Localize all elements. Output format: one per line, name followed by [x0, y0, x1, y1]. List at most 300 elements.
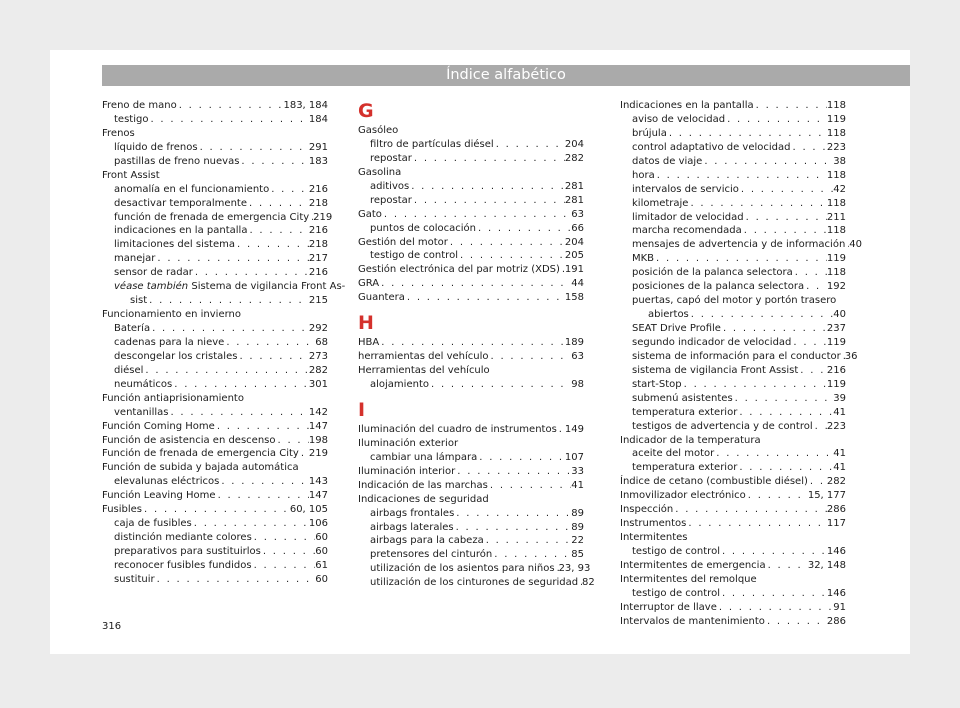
entry-page-ref: 66 — [571, 222, 584, 234]
dot-leader — [299, 447, 309, 461]
index-column-2 — [358, 99, 595, 590]
entry-term: testigo — [114, 113, 149, 125]
dot-leader — [477, 451, 565, 465]
index-entry — [358, 437, 584, 451]
dot-leader — [739, 183, 833, 197]
entry-page-ref: 149 — [564, 423, 584, 435]
entry-page-ref: 218 — [308, 197, 328, 209]
dot-leader — [147, 294, 309, 308]
dot-leader — [798, 364, 827, 378]
index-entry — [620, 615, 846, 629]
index-entry — [620, 559, 846, 573]
entry-term: marcha recomendada — [632, 225, 742, 237]
entry-page-ref: 107 — [564, 451, 584, 463]
entry-term: segundo indicador de velocidad — [632, 336, 792, 348]
dot-leader — [688, 197, 826, 211]
index-entry — [358, 534, 584, 548]
entry-term: testigo de control — [370, 250, 458, 262]
index-entry — [358, 451, 584, 465]
entry-term: Iluminación interior — [358, 465, 456, 477]
index-entry — [620, 224, 846, 238]
entry-term: Sistema de vigilancia Front As- — [191, 281, 346, 293]
index-entry — [358, 521, 584, 535]
entry-term: sustituir — [114, 573, 155, 585]
index-entry — [102, 155, 328, 169]
dot-leader — [216, 489, 309, 503]
index-entry — [102, 266, 328, 280]
entry-page-ref: 282 — [564, 152, 584, 164]
dot-leader — [667, 127, 827, 141]
entry-page-ref: 117 — [826, 518, 846, 530]
entry-term: Iluminación exterior — [358, 437, 459, 449]
entry-page-ref: 118 — [826, 127, 846, 139]
entry-page-ref: 36 — [844, 350, 858, 362]
entry-page-ref: 119 — [826, 336, 846, 348]
index-entry — [102, 211, 333, 225]
entry-term: Indicación de las marchas — [358, 479, 488, 491]
dot-leader — [742, 224, 827, 238]
index-entry — [358, 548, 584, 562]
entry-page-ref: 273 — [308, 350, 328, 362]
entry-term: airbags laterales — [370, 521, 454, 533]
index-entry — [102, 489, 328, 503]
index-entry — [620, 573, 846, 587]
dot-leader — [379, 336, 565, 350]
section-letter: G — [358, 100, 374, 122]
index-entry — [102, 378, 328, 392]
entry-term: Freno de mano — [102, 100, 177, 111]
entry-term: Instrumentos — [620, 518, 687, 530]
section-letter: H — [358, 312, 374, 335]
dot-leader — [379, 277, 571, 291]
entry-term: diésel — [114, 364, 144, 376]
entry-term: mensajes de advertencia y de información — [632, 239, 846, 251]
dot-leader — [754, 99, 827, 113]
entry-page-ref: 118 — [826, 267, 846, 279]
entry-term: sistema de información para el conductor — [632, 350, 841, 362]
index-entry — [358, 364, 584, 378]
dot-leader — [409, 180, 565, 194]
entry-term: sistema de vigilancia Front Assist — [632, 364, 799, 376]
index-entry — [102, 280, 346, 294]
entry-page-ref: 192 — [826, 281, 846, 293]
dot-leader — [720, 545, 827, 559]
index-entry — [358, 350, 584, 364]
dot-leader — [492, 548, 571, 562]
entry-page-ref: 89 — [571, 507, 584, 519]
entry-term: datos de viaje — [632, 155, 703, 167]
page-header: Índice alfabético — [102, 65, 910, 86]
index-entry — [102, 364, 328, 378]
dot-leader — [192, 517, 309, 531]
index-entry — [102, 503, 328, 517]
entry-page-ref: 61 — [315, 559, 328, 571]
index-entry — [102, 141, 328, 155]
entry-term: Gestión del motor — [358, 236, 448, 248]
index-entry — [620, 113, 846, 127]
dot-leader — [717, 601, 833, 615]
entry-page-ref: 216 — [308, 225, 328, 237]
index-entry — [102, 252, 328, 266]
index-entry — [620, 601, 846, 615]
dot-leader — [269, 183, 309, 197]
entry-page-ref: 32, 148 — [807, 559, 846, 571]
dot-leader — [744, 211, 827, 225]
entry-term: anomalía en el funcionamiento — [114, 183, 270, 195]
entry-term: desactivar temporalmente — [114, 197, 247, 209]
index-entry — [102, 238, 328, 252]
index-entry — [102, 336, 328, 350]
entry-page-ref: 63 — [571, 351, 584, 363]
entry-term: airbags para la cabeza — [370, 535, 484, 547]
dot-leader — [215, 420, 309, 434]
entry-page-ref: 301 — [308, 378, 328, 390]
entry-page-ref: 91 — [833, 601, 846, 613]
dot-leader — [702, 155, 833, 169]
index-entry — [102, 517, 328, 531]
entry-term: Función Coming Home — [102, 420, 215, 432]
entry-term: Indicador de la temperatura — [620, 434, 761, 446]
index-entry — [358, 208, 584, 222]
entry-page-ref: 41 — [833, 406, 846, 418]
dot-leader — [766, 559, 808, 573]
index-entry — [102, 420, 328, 434]
entry-page-ref: 183, 184 — [283, 100, 328, 111]
index-entry — [620, 350, 858, 364]
entry-term: función de frenada de emergencia City — [114, 211, 310, 223]
entry-page-ref: 22 — [571, 535, 584, 547]
dot-leader — [720, 587, 827, 601]
dot-leader — [813, 420, 827, 434]
entry-term: posiciones de la palanca selectora — [632, 281, 805, 293]
entry-page-ref: 281 — [564, 180, 584, 192]
entry-page-ref: 118 — [826, 225, 846, 237]
entry-page-ref: 60 — [315, 532, 328, 544]
index-entry — [620, 434, 846, 448]
entry-term: alojamiento — [370, 379, 429, 390]
entry-page-ref: 143 — [308, 476, 328, 488]
index-entry — [620, 155, 846, 169]
entry-term: Inspección — [620, 504, 674, 516]
entry-page-ref: 147 — [308, 420, 328, 432]
entry-page-ref: 189 — [564, 337, 584, 349]
entry-page-ref: 98 — [571, 379, 584, 390]
entry-page-ref: 216 — [308, 183, 328, 195]
entry-term: filtro de partículas diésel — [370, 138, 494, 150]
index-entry — [620, 127, 846, 141]
index-entry — [620, 545, 846, 559]
entry-page-ref: 216 — [308, 267, 328, 279]
entry-term: Indicaciones de seguridad — [358, 493, 489, 505]
entry-term: aviso de velocidad — [632, 113, 726, 125]
entry-page-ref: 60 — [315, 573, 328, 585]
index-entry — [358, 291, 584, 305]
entry-page-ref: 15, 177 — [807, 490, 846, 502]
index-entry — [620, 531, 846, 545]
dot-leader — [247, 224, 308, 238]
entry-page-ref: 118 — [826, 197, 846, 209]
dot-leader — [261, 545, 315, 559]
dot-leader — [686, 517, 827, 531]
dot-leader — [733, 392, 834, 406]
page-number: 316 — [102, 621, 122, 632]
dot-leader — [252, 559, 316, 573]
index-entry — [358, 236, 584, 250]
entry-page-ref: 89 — [571, 521, 584, 533]
dot-leader — [177, 99, 284, 113]
index-entry — [102, 545, 328, 559]
entry-page-ref: 142 — [308, 406, 328, 418]
dot-leader — [198, 141, 309, 155]
entry-page-ref: 119 — [826, 113, 846, 125]
index-entry — [102, 224, 328, 238]
index-entry — [620, 308, 846, 322]
dot-leader — [725, 113, 827, 127]
entry-page-ref: 215 — [308, 295, 328, 307]
entry-term: Función de asistencia en descenso — [102, 434, 276, 446]
entry-term: airbags frontales — [370, 507, 455, 519]
entry-page-ref: 82 — [582, 577, 595, 589]
entry-term: Intermitentes de emergencia — [620, 559, 766, 571]
entry-term: Fusibles — [102, 504, 143, 516]
entry-page-ref: 60 — [315, 546, 328, 557]
entry-page-ref: 184 — [308, 113, 328, 125]
entry-page-ref: 63 — [571, 208, 584, 220]
dot-leader — [150, 322, 309, 336]
entry-page-ref: 146 — [826, 587, 846, 599]
index-entry — [358, 249, 584, 263]
entry-page-ref: 85 — [571, 549, 584, 561]
entry-page-ref: 40 — [849, 239, 863, 251]
index-entry — [102, 197, 328, 211]
index-column-1 — [102, 99, 346, 587]
entry-page-ref: 286 — [826, 615, 846, 627]
index-entry — [620, 364, 846, 378]
entry-page-ref: 205 — [564, 250, 584, 262]
dot-leader — [791, 336, 827, 350]
entry-term: utilización de los asientos para niños — [370, 563, 555, 575]
entry-term: distinción mediante colores — [114, 532, 252, 544]
entry-term: Batería — [114, 323, 151, 334]
entry-term: HBA — [358, 337, 380, 349]
index-entry — [620, 294, 846, 308]
index-entry — [102, 406, 328, 420]
entry-page-ref: 42 — [833, 183, 846, 195]
dot-leader — [237, 350, 308, 364]
entry-page-ref: 33 — [571, 465, 584, 477]
entry-term: kilometraje — [632, 197, 689, 209]
index-entry — [620, 238, 863, 252]
dot-leader — [412, 194, 565, 208]
dot-leader — [484, 534, 572, 548]
entry-page-ref: 216 — [826, 364, 846, 376]
index-entry — [620, 489, 846, 503]
dot-leader — [448, 236, 565, 250]
entry-term: aceite del motor — [632, 448, 715, 460]
entry-term: indicaciones en la pantalla — [114, 225, 248, 237]
entry-term: Guantera — [358, 292, 405, 304]
entry-page-ref: 106 — [308, 518, 328, 530]
entry-page-ref: 118 — [826, 169, 846, 181]
see-also-prefix: véase también — [114, 281, 189, 293]
index-entry — [620, 503, 846, 517]
index-entry — [102, 559, 328, 573]
entry-term: pretensores del cinturón — [370, 549, 493, 561]
entry-term: puntos de colocación — [370, 222, 477, 234]
dot-leader — [793, 266, 827, 280]
index-entry — [102, 322, 328, 336]
index-entry — [620, 378, 846, 392]
entry-term: caja de fusibles — [114, 518, 192, 530]
entry-term: reconocer fusibles fundidos — [114, 559, 252, 571]
dot-leader — [489, 350, 572, 364]
dot-leader — [488, 479, 571, 493]
dot-leader — [143, 364, 308, 378]
entry-page-ref: 204 — [564, 236, 584, 248]
entry-term: Front Assist — [102, 169, 160, 181]
index-column-3 — [620, 99, 863, 629]
index-entry — [358, 124, 584, 138]
dot-leader — [689, 308, 833, 322]
entry-term: preparativos para sustituirlos — [114, 546, 261, 557]
entry-term: Función antiaprisionamiento — [102, 392, 244, 404]
entry-page-ref: 40 — [833, 309, 846, 321]
entry-page-ref: 291 — [308, 141, 328, 153]
index-entry — [620, 420, 846, 434]
index-entry — [102, 392, 328, 406]
dot-leader — [765, 615, 827, 629]
entry-page-ref: 219 — [308, 448, 328, 460]
entry-page-ref: 191 — [564, 264, 584, 276]
dot-leader — [458, 249, 565, 263]
dot-leader — [219, 475, 309, 489]
entry-term: Índice de cetano (combustible diésel) — [620, 476, 808, 488]
dot-leader — [454, 521, 572, 535]
index-entry — [620, 517, 846, 531]
index-entry — [102, 113, 328, 127]
index-entry — [102, 127, 328, 141]
dot-leader — [557, 423, 565, 437]
entry-term: GRA — [358, 278, 380, 290]
entry-page-ref: 219 — [313, 211, 333, 223]
index-entry — [358, 138, 584, 152]
entry-term: submenú asistentes — [632, 392, 733, 404]
dot-leader — [405, 291, 565, 305]
index-entry — [620, 141, 846, 155]
index-entry — [358, 378, 584, 392]
entry-term: aditivos — [370, 180, 410, 192]
entry-term: utilización de los cinturones de seguridad — [370, 577, 579, 589]
entry-page-ref: 218 — [308, 239, 328, 251]
dot-leader — [737, 406, 833, 420]
index-entry — [620, 461, 846, 475]
entry-page-ref: 292 — [308, 323, 328, 334]
entry-term: descongelar los cristales — [114, 350, 238, 362]
dot-leader — [239, 155, 308, 169]
dot-leader — [476, 222, 571, 236]
index-entry — [620, 392, 846, 406]
dot-leader — [235, 238, 309, 252]
entry-term: brújula — [632, 127, 667, 139]
dot-leader — [655, 169, 827, 183]
entry-term: neumáticos — [114, 378, 173, 390]
entry-term: Función Leaving Home — [102, 490, 216, 502]
dot-leader — [148, 113, 308, 127]
entry-term: temperatura exterior — [632, 406, 738, 418]
index-entry — [102, 183, 328, 197]
entry-page-ref: 41 — [833, 462, 846, 474]
entry-page-ref: 158 — [564, 292, 584, 304]
entry-term: temperatura exterior — [632, 462, 738, 474]
entry-term: puertas, capó del motor y portón trasero — [632, 295, 837, 307]
entry-page-ref: 282 — [826, 476, 846, 488]
dot-leader — [721, 322, 827, 336]
entry-term: cadenas para la nieve — [114, 336, 225, 348]
entry-page-ref: 41 — [833, 448, 846, 460]
entry-term: abiertos — [648, 309, 689, 321]
index-entry — [358, 507, 584, 521]
section-letter: I — [358, 398, 366, 421]
entry-page-ref: 119 — [826, 253, 846, 265]
entry-term: testigo de control — [632, 546, 720, 557]
entry-page-ref: 211 — [826, 211, 846, 223]
entry-page-ref: 44 — [571, 278, 584, 290]
index-entry — [620, 336, 846, 350]
index-entry — [358, 562, 591, 576]
index-entry — [358, 166, 584, 180]
dot-leader — [494, 138, 565, 152]
entry-term: Frenos — [102, 127, 135, 139]
index-entry — [102, 475, 328, 489]
entry-page-ref: 119 — [826, 378, 846, 390]
index-entry — [620, 99, 846, 113]
dot-leader — [746, 489, 808, 503]
entry-term: limitador de velocidad — [632, 211, 744, 223]
index-entry — [358, 423, 584, 437]
entry-term: sensor de radar — [114, 267, 193, 279]
entry-term: control adaptativo de velocidad — [632, 141, 791, 153]
entry-term: limitaciones del sistema — [114, 239, 235, 251]
entry-page-ref: 147 — [308, 490, 328, 502]
index-entry — [358, 465, 584, 479]
entry-page-ref: 223 — [826, 141, 846, 153]
entry-term: Función de subida y bajada automática — [102, 462, 299, 474]
dot-leader — [673, 503, 827, 517]
dot-leader — [168, 406, 308, 420]
entry-term: Indicaciones en la pantalla — [620, 100, 754, 111]
entry-page-ref: 41 — [571, 479, 584, 491]
dot-leader — [193, 266, 309, 280]
entry-term: testigos de advertencia y de control — [632, 420, 813, 432]
entry-term: Herramientas del vehículo — [358, 365, 490, 377]
entry-term: Iluminación del cuadro de instrumentos — [358, 423, 557, 435]
entry-term: ventanillas — [114, 406, 169, 418]
entry-term: MKB — [632, 253, 655, 265]
entry-page-ref: 38 — [833, 155, 846, 167]
entry-term: posición de la palanca selectora — [632, 267, 793, 279]
index-entry — [358, 576, 595, 590]
dot-leader — [382, 208, 571, 222]
entry-term: herramientas del vehículo — [358, 351, 489, 363]
entry-page-ref: 237 — [826, 323, 846, 334]
entry-term: Gato — [358, 208, 382, 220]
entry-term: Gasolina — [358, 166, 402, 178]
index-entry — [358, 493, 584, 507]
index-entry — [620, 587, 846, 601]
entry-term: Funcionamiento en invierno — [102, 309, 241, 321]
index-entry — [102, 461, 328, 475]
document-page — [50, 50, 910, 654]
